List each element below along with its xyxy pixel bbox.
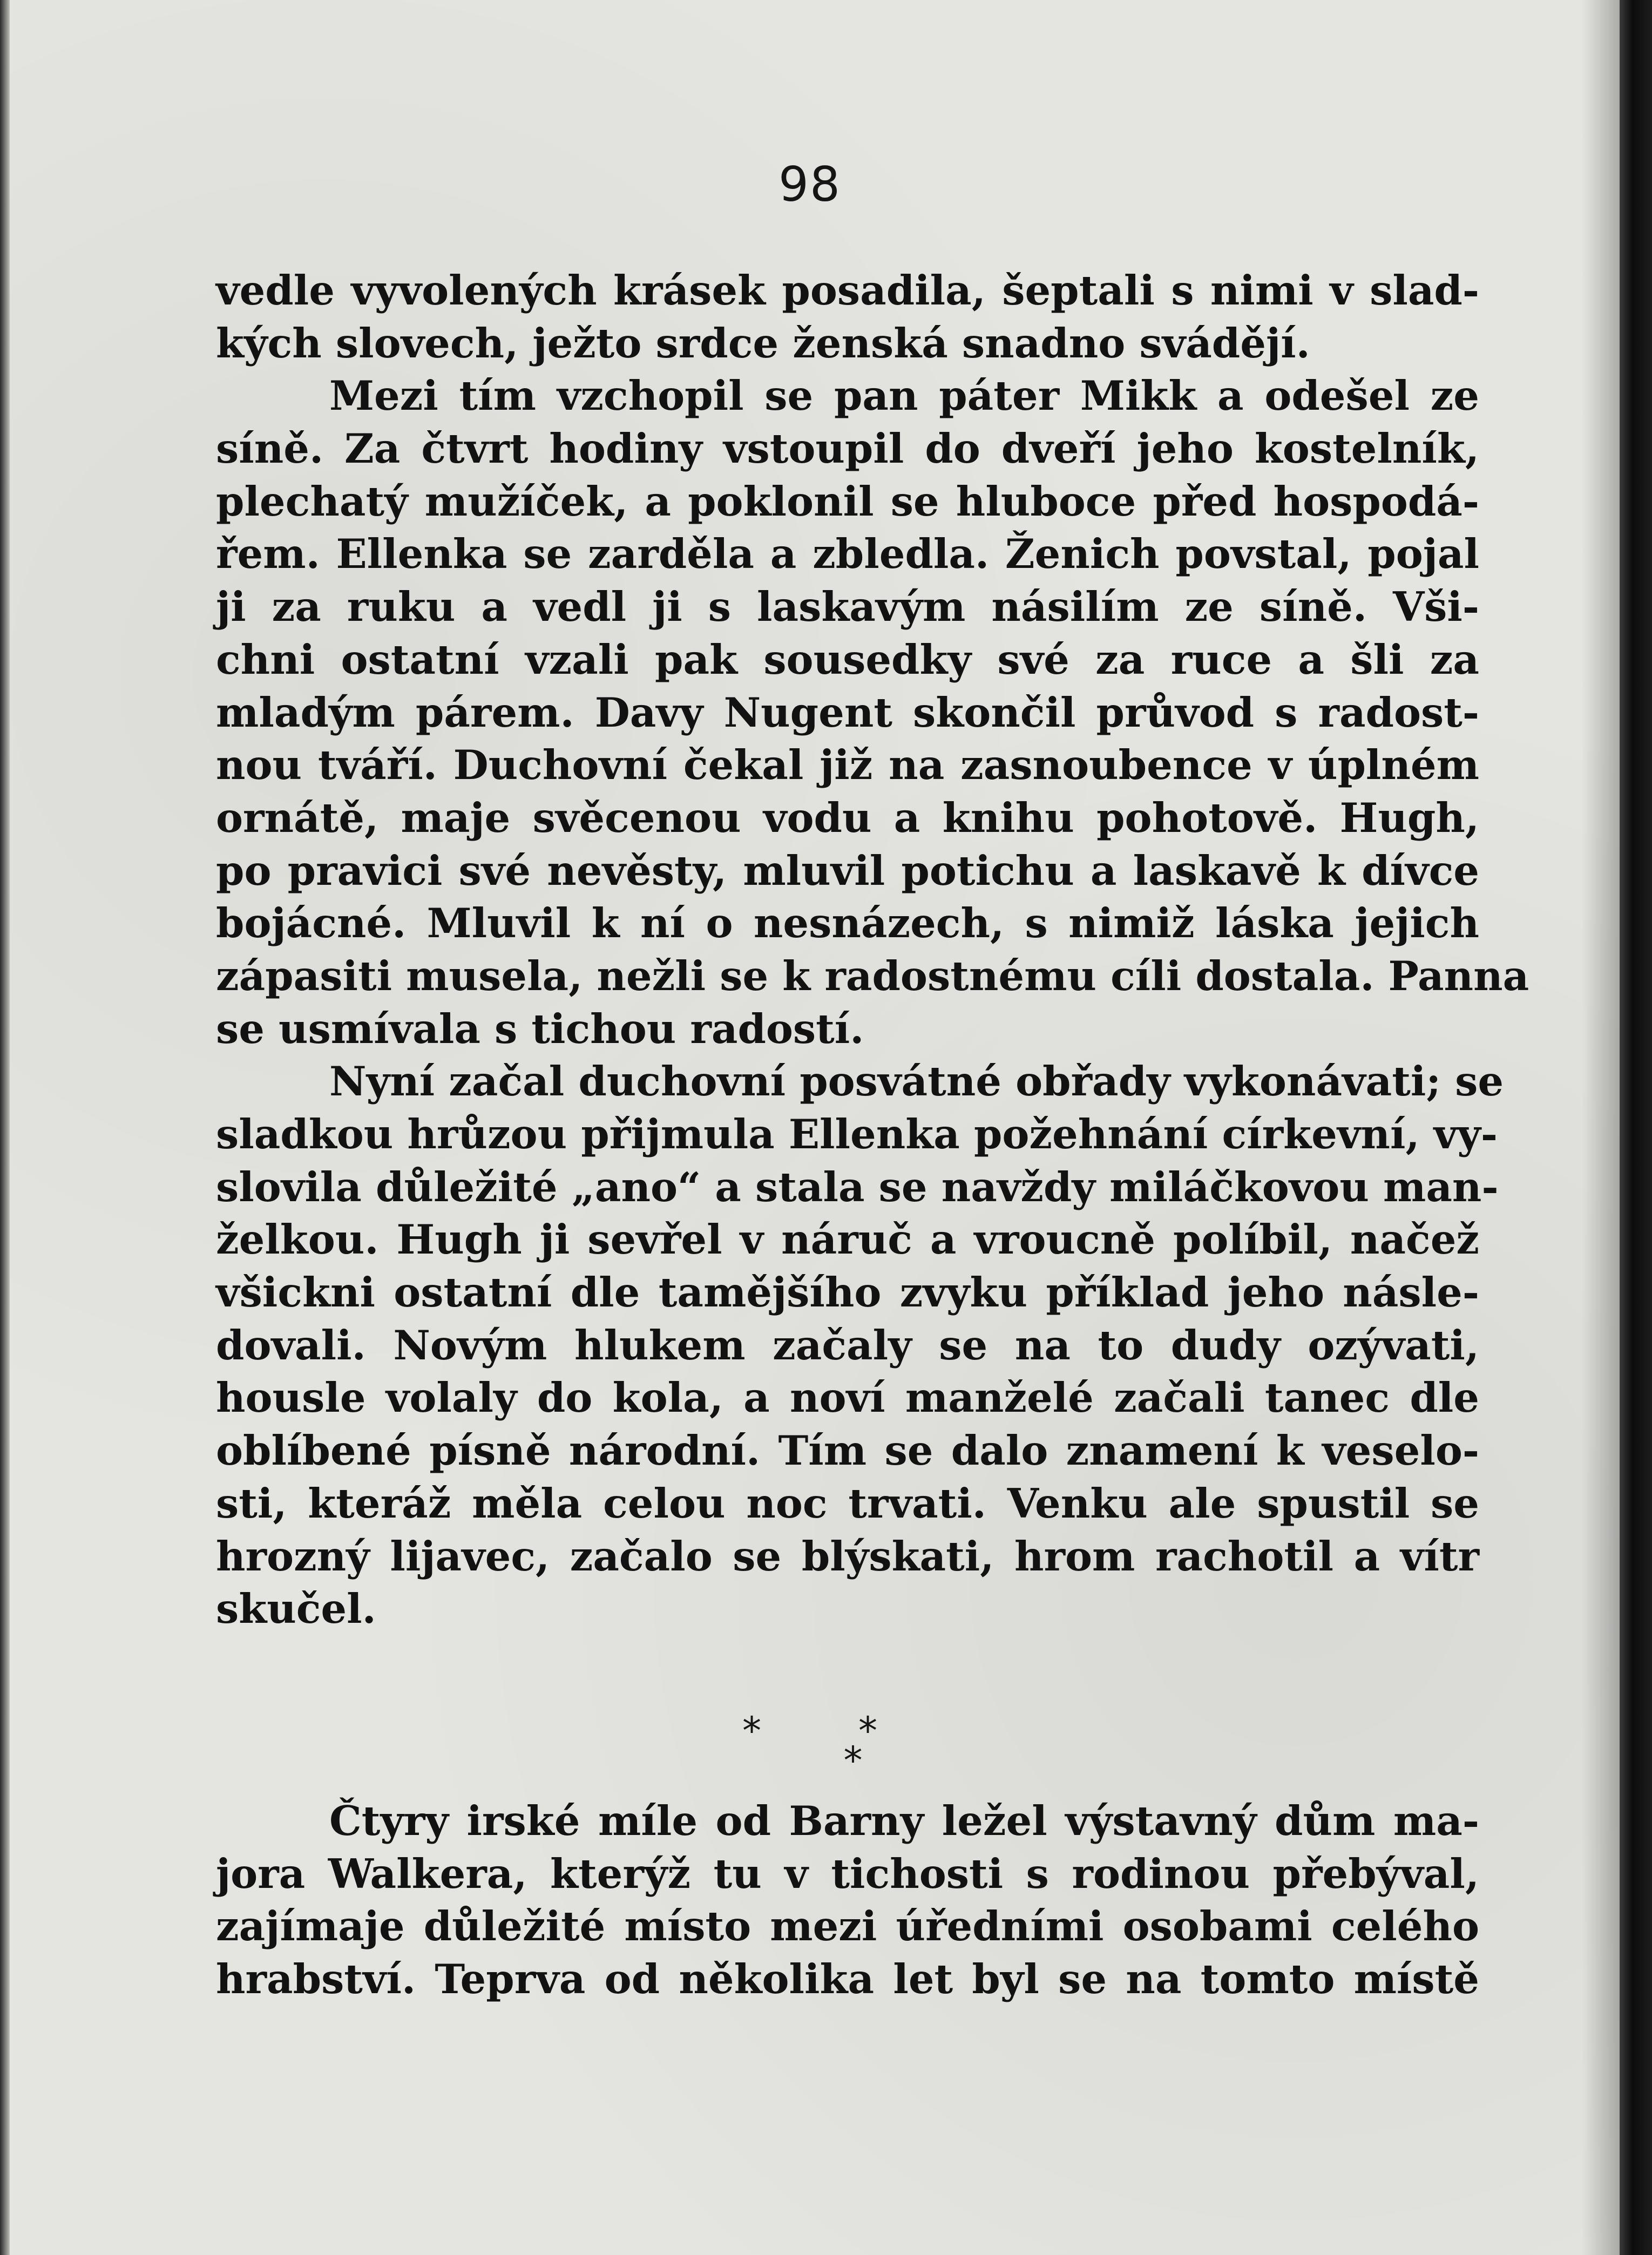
text-line: hrozný lijavec, začalo se blýskati, hrom rachotil a vítr	[216, 1532, 1479, 1580]
text-line: hrabství. Teprva od několika let byl se na tomto místě	[216, 1955, 1479, 2003]
text-line: všickni ostatní dle tamějšího zvyku příklad jeho násle-	[216, 1269, 1479, 1317]
text-line: ji za ruku a vedl ji s laskavým násilím ze síně. Vši-	[216, 583, 1479, 631]
text-line: sladkou hrůzou přijmula Ellenka požehnání církevní, vy-	[216, 1110, 1498, 1158]
text-line: síně. Za čtvrt hodiny vstoupil do dveří jeho kostelník,	[216, 425, 1479, 473]
text-line: oblíbené písně národní. Tím se dalo znamení k veselo-	[216, 1427, 1479, 1475]
book-binding-edge	[1620, 0, 1652, 2255]
page-left-edge	[0, 0, 10, 2255]
text-line: jora Walkera, kterýž tu v tichosti s rodinou přebýval,	[216, 1850, 1479, 1898]
text-line: chni ostatní vzali pak sousedky své za ruce a šli za	[216, 635, 1479, 683]
text-line: želkou. Hugh ji sevřel v náruč a vroucně políbil, načež	[216, 1216, 1479, 1264]
text-line: vedle vyvolených krásek posadila, šeptali s nimi v slad-	[216, 267, 1479, 314]
page-gutter-shadow	[1582, 0, 1620, 2255]
text-line: po pravici své nevěsty, mluvil potichu a laskavě k dívce	[216, 847, 1479, 895]
text-line: mladým párem. Davy Nugent skončil průvod s radost-	[216, 688, 1479, 736]
text-line: Mezi tím vzchopil se pan páter Mikk a odešel ze	[329, 372, 1479, 420]
text-line: dovali. Novým hlukem začaly se na to dudy ozývati,	[216, 1321, 1479, 1369]
text-line: kých slovech, ježto srdce ženská snadno svádějí.	[216, 319, 1310, 367]
text-line: nou tváří. Duchovní čekal již na zasnoubence v úplném	[216, 741, 1479, 789]
text-line: se usmívala s tichou radostí.	[216, 1005, 864, 1053]
text-line: zajímaje důležité místo mezi úředními osobami celého	[216, 1902, 1479, 1951]
body-text-lower	[216, 1795, 1479, 2006]
text-line: bojácné. Mluvil k ní o nesnázech, s nimiž láska jejich	[216, 899, 1479, 947]
text-line: řem. Ellenka se zarděla a zbledla. Ženich povstal, pojal	[216, 530, 1479, 578]
separator-asterisk-right: *	[858, 1709, 877, 1753]
text-line: Nyní začal duchovní posvátné obřady vykonávati; se	[329, 1058, 1504, 1106]
section-separator-bottom: *	[843, 1738, 863, 1783]
body-text-upper	[216, 265, 1529, 1636]
separator-asterisk-left: *	[742, 1709, 761, 1753]
page-number: 98	[778, 157, 841, 212]
text-line: housle volaly do kola, a noví manželé začali tanec dle	[216, 1374, 1479, 1422]
text-line: plechatý mužíček, a poklonil se hluboce před hospodá-	[216, 477, 1479, 525]
text-line: ornátě, maje svěcenou vodu a knihu pohotově. Hugh,	[216, 794, 1479, 842]
text-line: Čtyry irské míle od Barny ležel výstavný dům ma-	[329, 1797, 1479, 1845]
text-line: skučel.	[216, 1585, 376, 1633]
text-line: sti, kteráž měla celou noc trvati. Venku ale spustil se	[216, 1479, 1479, 1527]
text-line: zápasiti musela, nežli se k radostnému cíli dostala. Panna	[216, 952, 1529, 1000]
text-line: slovila důležité „ano“ a stala se navždy miláčkovou man-	[216, 1163, 1499, 1211]
